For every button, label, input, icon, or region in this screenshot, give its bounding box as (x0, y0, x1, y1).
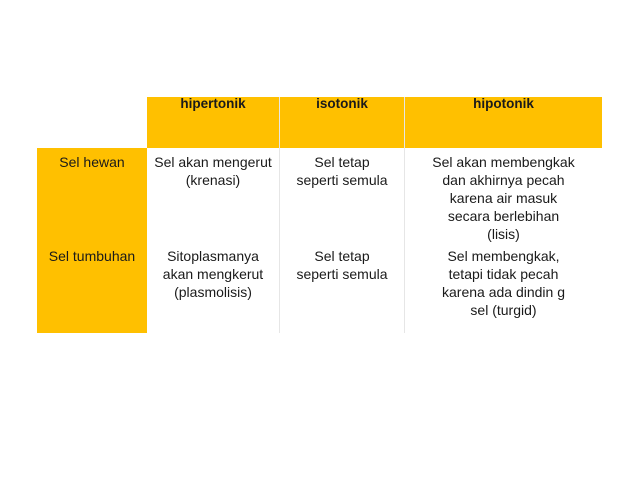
row-label-sel-tumbuhan: Sel tumbuhan (37, 244, 147, 333)
header-isotonik: isotonik (280, 97, 405, 148)
osmosis-comparison-table (37, 97, 602, 333)
cell-hewan-hipotonik: Sel akan membengkak dan akhirnya pecah karena air masuk secara berlebihan (lisis) (405, 148, 602, 244)
cell-hewan-hipertonik: Sel akan mengerut (krenasi) (147, 148, 280, 244)
cell-tumbuhan-hipertonik: Sitoplasmanya akan mengkerut (plasmolisis) (147, 244, 280, 333)
cell-tumbuhan-hipotonik: Sel membengkak, tetapi tidak pecah karena ada dindin g sel (turgid) (405, 244, 602, 333)
cell-hewan-isotonik: Sel tetap seperti semula (280, 148, 405, 244)
header-hipotonik: hipotonik (405, 97, 602, 148)
header-hipertonik: hipertonik (147, 97, 280, 148)
cell-tumbuhan-isotonik: Sel tetap seperti semula (280, 244, 405, 333)
table-corner-cell (37, 97, 147, 148)
row-label-sel-hewan: Sel hewan (37, 148, 147, 244)
